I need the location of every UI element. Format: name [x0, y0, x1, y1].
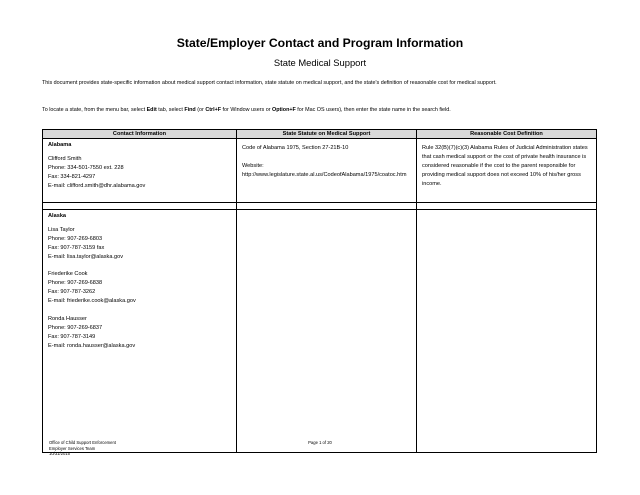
contact-phone: Phone: 334-501-7550 ext. 228 — [48, 164, 124, 171]
footer-office-name: Office of Child Support Enforcement — [49, 440, 116, 445]
contact-name: Friederike Cook — [48, 271, 88, 278]
contact-block — [48, 155, 232, 191]
header-contact-info: Contact Information — [43, 130, 237, 139]
search-instructions — [42, 106, 602, 114]
contact-block — [48, 226, 232, 262]
state-name-alaska: Alaska — [48, 213, 67, 219]
howto-text-4: for Window users or — [221, 107, 272, 113]
table-header-row — [43, 130, 597, 139]
alabama-contact-cell — [43, 139, 237, 203]
document-subtitle: State Medical Support — [273, 57, 367, 68]
header-reasonable-cost: Reasonable Cost Definition — [417, 130, 597, 139]
website-label: Website: — [242, 162, 264, 169]
alabama-reasonable-cost-cell — [417, 139, 597, 203]
contact-block — [48, 315, 232, 351]
table-row-alaska — [43, 210, 597, 453]
contact-email: E-mail: ronda.hausser@alaska.gov — [48, 342, 136, 349]
alaska-statute-cell — [237, 210, 417, 453]
state-info-table — [42, 129, 597, 453]
howto-text-1: To locate a state, from the menu bar, select — [42, 107, 147, 113]
state-name-alabama: Alabama — [48, 142, 72, 148]
contact-fax: Fax: 907-787-3159 fax — [48, 244, 105, 251]
howto-text-2: tab, select — [156, 107, 185, 113]
contact-phone: Phone: 907-269-6837 — [48, 324, 103, 331]
contact-email: E-mail: friederike.cook@alaska.gov — [48, 298, 136, 305]
alabama-statute-cell — [237, 139, 417, 203]
howto-optf: Option+F — [272, 107, 296, 113]
contact-fax: Fax: 907-787-3262 — [48, 289, 96, 296]
contact-block — [48, 270, 232, 306]
howto-text-3: (or — [195, 107, 206, 113]
alaska-contact-cell — [43, 210, 237, 453]
page-number: Page 1 of 20 — [308, 440, 332, 445]
howto-find: Find — [184, 107, 196, 113]
contact-name: Ronda Hausser — [48, 315, 87, 322]
contact-phone: Phone: 907-269-6838 — [48, 280, 103, 287]
reasonable-cost-text: Rule 32(B)(7)(c)(3) Alabama Rules of Judicial Administration states that cash medical support or the cost of private health insurance is considered reasonable if the cost to the parent responsible for providing medical support does not exceed 10% of his/her gross income. — [422, 145, 588, 187]
table-row-alabama — [43, 139, 597, 203]
contact-email: E-mail: lisa.taylor@alaska.gov — [48, 253, 124, 260]
alaska-reasonable-cost-cell — [417, 210, 597, 453]
footer-date: 10/31/2015 — [49, 451, 70, 457]
howto-ctrlf: Ctrl+F — [205, 107, 222, 113]
statute-website-link[interactable]: http://www.legislature.state.al.us/CodeofAlabama/1975/coatoc.htm — [242, 171, 407, 178]
contact-name: Lisa Taylor — [48, 226, 75, 233]
howto-edit: Edit — [146, 107, 157, 113]
document-title: State/Employer Contact and Program Information — [176, 36, 464, 50]
contact-fax: Fax: 334-821-4297 — [48, 173, 96, 180]
header-state-statute: State Statute on Medical Support — [237, 130, 417, 139]
contact-phone: Phone: 907-269-6803 — [48, 235, 103, 242]
contact-email: E-mail: clifford.smith@dhr.alabama.gov — [48, 182, 146, 189]
contact-fax: Fax: 907-787-3149 — [48, 333, 96, 340]
table-row-spacer — [43, 203, 597, 210]
howto-text-5: for Mac OS users), then enter the state name in the search field. — [295, 107, 451, 113]
intro-paragraph: This document provides state-specific information about medical support contact information, state statute on medical support, and the state's definition of reasonable cost for medical support. — [42, 80, 497, 86]
contact-name: Clifford Smith — [48, 155, 82, 162]
statute-citation: Code of Alabama 1975, Section 27-21B-10 — [242, 145, 349, 151]
footer-team: Employer Services Team — [49, 445, 96, 451]
